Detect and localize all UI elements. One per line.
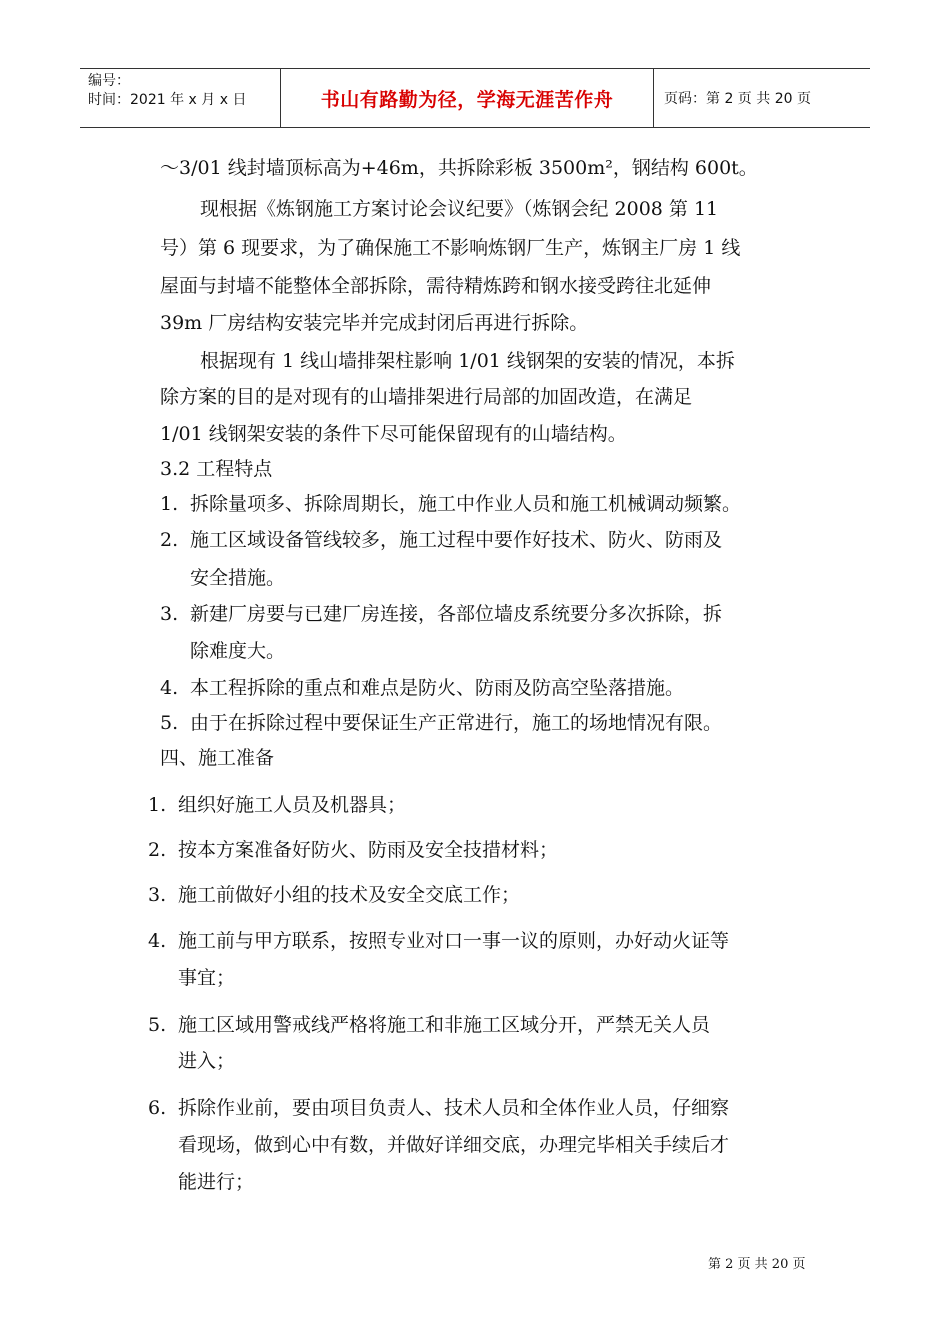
header-meta (80, 69, 281, 127)
header-page-code: 页码：第 2 页 共 20 页 (664, 91, 811, 107)
list-number: 4. (148, 930, 167, 952)
list-item-continuation: 看现场，做到心中有数，并做好详细交底，办理完毕相关手续后才 (178, 1134, 730, 1156)
list-item (148, 838, 558, 862)
list-number: 5. (160, 712, 179, 734)
paragraph-line: 除方案的目的是对现有的山墙排架进行局部的加固改造，在满足 (160, 386, 693, 408)
list-item-continuation: 进入； (178, 1050, 236, 1072)
list-item (148, 1096, 729, 1120)
doc-code-label: 编号： (88, 73, 130, 89)
paragraph-line: 号）第 6 现要求，为了确保施工不影响炼钢厂生产，炼钢主厂房 1 线 (160, 237, 741, 259)
list-item (160, 676, 684, 700)
paragraph-line: 39m 厂房结构安装完毕并完成封闭后再进行拆除。 (160, 312, 589, 334)
list-item (160, 492, 741, 516)
list-text: 施工区域设备管线较多，施工过程中要作好技术、防火、防雨及 (190, 529, 723, 551)
paragraph-line: 屋面与封墙不能整体全部拆除，需待精炼跨和钢水接受跨往北延伸 (160, 275, 712, 297)
section-heading: 3.2 工程特点 (160, 458, 273, 480)
list-text: 按本方案准备好防火、防雨及安全技措材料； (178, 839, 559, 861)
paragraph-line: 现根据《炼钢施工方案讨论会议纪要》（炼钢会纪 2008 第 11 (200, 198, 719, 220)
doc-time-label: 时间：2021 年 x 月 x 日 (88, 92, 247, 108)
list-text: 施工区域用警戒线严格将施工和非施工区域分开，严禁无关人员 (178, 1014, 711, 1036)
page-header (80, 68, 870, 128)
paragraph-line: 1/01 线钢架安装的条件下尽可能保留现有的山墙结构。 (160, 423, 627, 445)
header-motto: 书山有路勤为径，学海无涯苦作舟 (281, 69, 654, 127)
page-footer: 第 2 页 共 20 页 (708, 1257, 806, 1272)
list-number: 2. (160, 529, 179, 551)
list-item (148, 1013, 710, 1037)
list-item (148, 883, 520, 907)
list-number: 6. (148, 1097, 167, 1119)
paragraph-line: 根据现有 1 线山墙排架柱影响 1/01 线钢架的安装的情况，本拆 (200, 350, 735, 372)
list-item (160, 711, 722, 735)
list-number: 3. (148, 884, 167, 906)
list-item-continuation: 事宜； (178, 967, 236, 989)
list-item-continuation: 安全措施。 (190, 567, 286, 589)
list-text: 新建厂房要与已建厂房连接，各部位墙皮系统要分多次拆除，拆 (190, 603, 723, 625)
list-number: 4. (160, 677, 179, 699)
list-item-continuation: 除难度大。 (190, 640, 286, 662)
list-number: 3. (160, 603, 179, 625)
list-text: 本工程拆除的重点和难点是防火、防雨及防高空坠落措施。 (190, 677, 685, 699)
list-number: 1. (148, 794, 167, 816)
list-text: 组织好施工人员及机器具； (178, 794, 407, 816)
list-item (160, 528, 722, 552)
list-text: 由于在拆除过程中要保证生产正常进行，施工的场地情况有限。 (190, 712, 723, 734)
list-number: 1. (160, 493, 179, 515)
section-heading: 四、施工准备 (160, 747, 275, 769)
list-text: 施工前与甲方联系，按照专业对口一事一议的原则，办好动火证等 (178, 930, 730, 952)
paragraph-line: ～3/01 线封墙顶标高为+46m，共拆除彩板 3500m²，钢结构 600t。 (160, 157, 758, 179)
list-text: 拆除作业前，要由项目负责人、技术人员和全体作业人员，仔细察 (178, 1097, 730, 1119)
list-item (148, 793, 406, 817)
list-text: 拆除量项多、拆除周期长，施工中作业人员和施工机械调动频繁。 (190, 493, 742, 515)
list-item (160, 602, 722, 626)
list-number: 2. (148, 839, 167, 861)
list-item-continuation: 能进行； (178, 1171, 255, 1193)
list-text: 施工前做好小组的技术及安全交底工作； (178, 884, 521, 906)
list-number: 5. (148, 1014, 167, 1036)
list-item (148, 929, 729, 953)
